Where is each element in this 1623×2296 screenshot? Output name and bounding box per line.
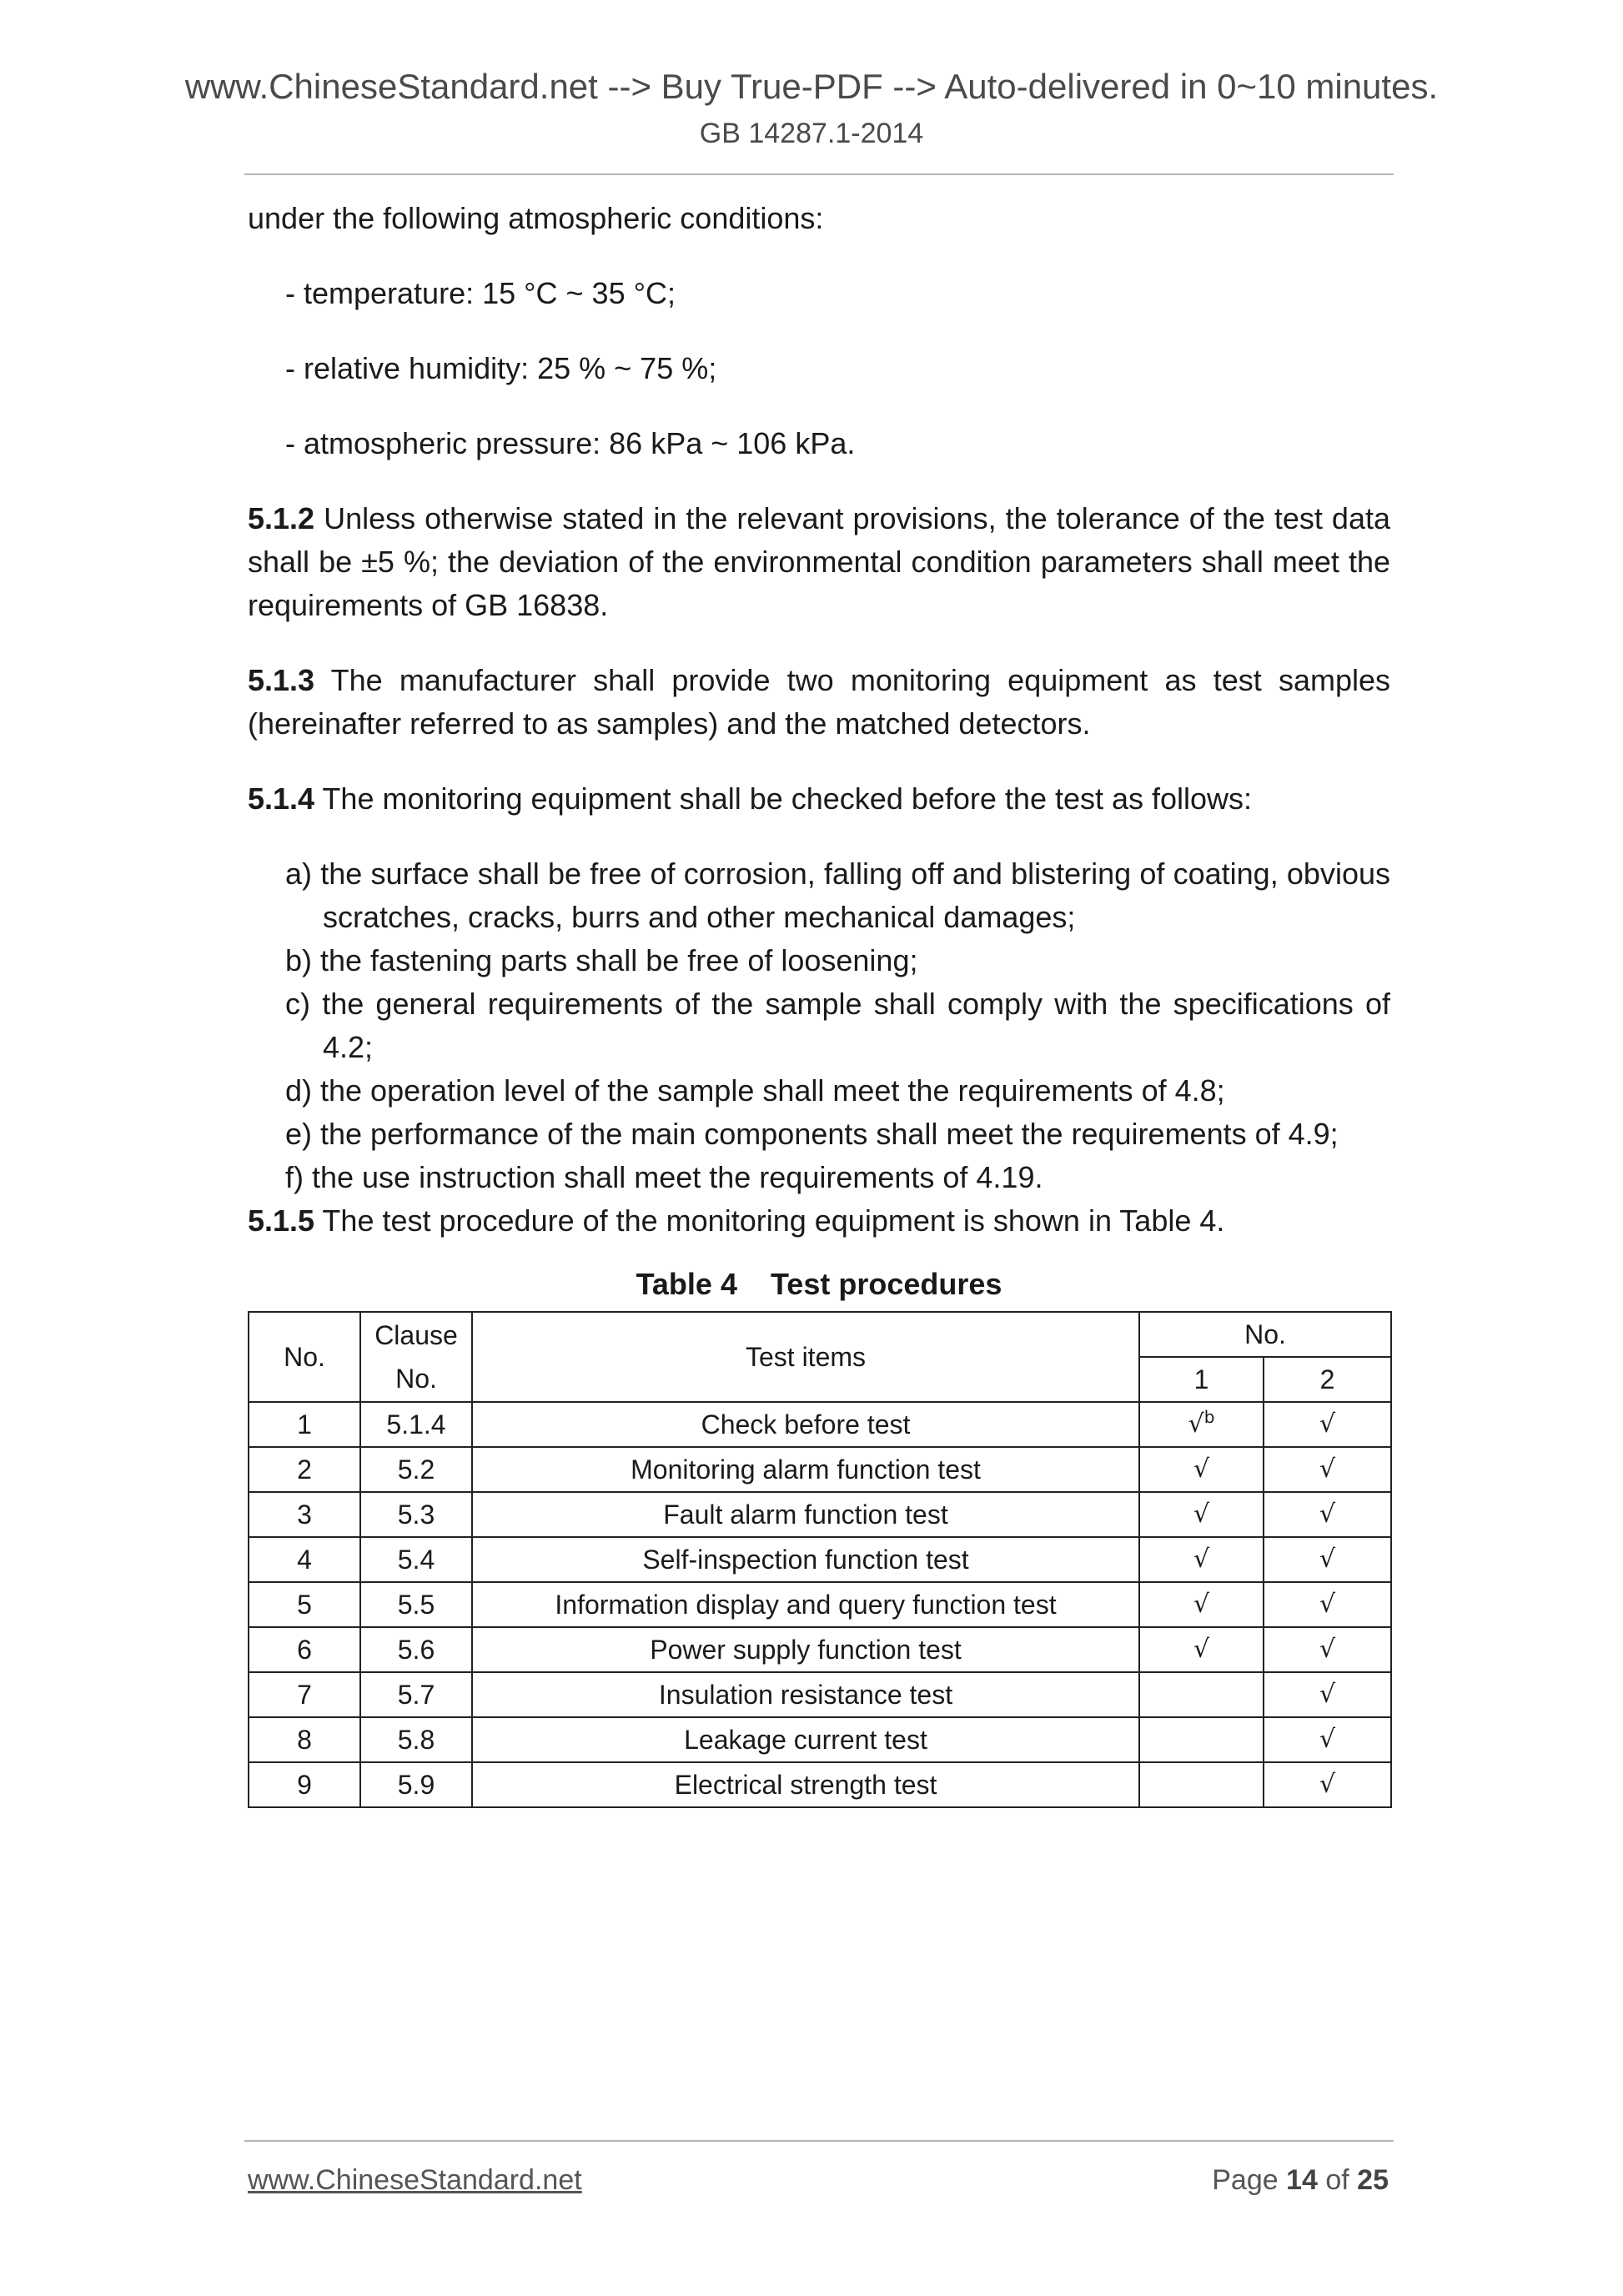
- row-sample-2: √: [1264, 1492, 1391, 1537]
- row-test-item: Power supply function test: [472, 1627, 1139, 1672]
- header-divider: [244, 173, 1394, 175]
- page-body: [248, 197, 1390, 1808]
- header-sample-1: 1: [1139, 1357, 1264, 1402]
- clause-5-1-2: [248, 497, 1390, 627]
- row-test-item: Self-inspection function test: [472, 1537, 1139, 1582]
- intro-text: under the following atmospheric conditions:: [248, 201, 824, 235]
- row-test-item: Insulation resistance test: [472, 1672, 1139, 1717]
- row-test-item: Monitoring alarm function test: [472, 1447, 1139, 1492]
- row-no: 1: [249, 1402, 360, 1447]
- footnote-mark: b: [1203, 1407, 1215, 1427]
- check-item-e: e) the performance of the main components shall meet the requirements of 4.9;: [285, 1117, 1339, 1151]
- table-row: [249, 1672, 1391, 1717]
- check-item-b: b) the fastening parts shall be free of loosening;: [285, 943, 918, 977]
- condition-humidity: - relative humidity: 25 % ~ 75 %;: [285, 351, 717, 385]
- header-no: No.: [249, 1312, 360, 1402]
- row-no: 6: [249, 1627, 360, 1672]
- test-procedures-table: [248, 1311, 1392, 1808]
- table-row: [249, 1717, 1391, 1762]
- row-no: 7: [249, 1672, 360, 1717]
- row-test-item: Electrical strength test: [472, 1762, 1139, 1807]
- clause-number: 5.1.5: [248, 1203, 315, 1238]
- clause-number: 5.1.2: [248, 501, 315, 535]
- row-test-item: Leakage current test: [472, 1717, 1139, 1762]
- row-no: 4: [249, 1537, 360, 1582]
- row-sample-2: √: [1264, 1582, 1391, 1627]
- clause-text: The monitoring equipment shall be checked before the test as follows:: [314, 781, 1253, 816]
- table-row: [249, 1582, 1391, 1627]
- row-no: 5: [249, 1582, 360, 1627]
- row-test-item: Fault alarm function test: [472, 1492, 1139, 1537]
- row-clause: 5.2: [360, 1447, 472, 1492]
- clause-5-1-3: [248, 659, 1390, 746]
- clause-5-1-4: [248, 777, 1390, 821]
- row-sample-2: √: [1264, 1762, 1391, 1807]
- check-item-d: d) the operation level of the sample shall meet the requirements of 4.8;: [285, 1073, 1225, 1108]
- row-no: 2: [249, 1447, 360, 1492]
- row-test-item: Check before test: [472, 1402, 1139, 1447]
- table-row: [249, 1402, 1391, 1447]
- row-sample-2: √: [1264, 1537, 1391, 1582]
- table-caption: Table 4 Test procedures: [636, 1267, 1002, 1301]
- row-sample-2: √: [1264, 1447, 1391, 1492]
- table-row: [249, 1627, 1391, 1672]
- row-clause: 5.4: [360, 1537, 472, 1582]
- clause-number: 5.1.3: [248, 663, 315, 697]
- footer-link[interactable]: www.ChineseStandard.net: [248, 2164, 582, 2196]
- clause-text: Unless otherwise stated in the relevant provisions, the tolerance of the test data shall be ±5 %; the deviation of the environmental condition parameters shall meet the requirements of GB 16838.: [248, 501, 1390, 622]
- table-row: [249, 1537, 1391, 1582]
- table-row: [249, 1492, 1391, 1537]
- row-test-item: Information display and query function test: [472, 1582, 1139, 1627]
- footer-divider: [244, 2140, 1394, 2142]
- clause-text: The test procedure of the monitoring equipment is shown in Table 4.: [314, 1203, 1225, 1238]
- header-sample-group: No.: [1139, 1312, 1391, 1357]
- clause-text: The manufacturer shall provide two monitoring equipment as test samples (hereinafter referred to as samples) and the matched detectors.: [248, 663, 1390, 741]
- row-sample-2: √: [1264, 1627, 1391, 1672]
- check-item-c: c) the general requirements of the sample shall comply with the specifications of 4.2;: [285, 987, 1390, 1064]
- row-sample-1: [1139, 1762, 1264, 1807]
- header-banner: www.ChineseStandard.net --> Buy True-PDF --> Auto-delivered in 0~10 minutes.: [184, 67, 1439, 106]
- row-clause: 5.8: [360, 1717, 472, 1762]
- row-sample-1: √: [1139, 1627, 1264, 1672]
- row-clause: 5.7: [360, 1672, 472, 1717]
- row-sample-1: √$^b$: [1139, 1402, 1264, 1447]
- row-clause: 5.3: [360, 1492, 472, 1537]
- page-indicator: Page 14 of 25: [1212, 2164, 1389, 2196]
- condition-pressure: - atmospheric pressure: 86 kPa ~ 106 kPa.: [285, 426, 856, 460]
- header-clause: Clause No.: [360, 1312, 472, 1402]
- row-no: 9: [249, 1762, 360, 1807]
- row-sample-1: [1139, 1717, 1264, 1762]
- document-id: GB 14287.1-2014: [699, 118, 924, 149]
- row-sample-1: √: [1139, 1492, 1264, 1537]
- check-item-a: a) the surface shall be free of corrosion, falling off and blistering of coating, obvious scratches, cracks, burrs and other mechanical damages;: [285, 857, 1390, 934]
- row-sample-1: √: [1139, 1447, 1264, 1492]
- row-clause: 5.5: [360, 1582, 472, 1627]
- row-clause: 5.9: [360, 1762, 472, 1807]
- row-sample-1: [1139, 1672, 1264, 1717]
- clause-5-1-5: [248, 1199, 1390, 1243]
- table-row: [249, 1447, 1391, 1492]
- row-sample-1: √: [1139, 1537, 1264, 1582]
- row-sample-2: √: [1264, 1402, 1391, 1447]
- row-sample-2: √: [1264, 1717, 1391, 1762]
- row-clause: 5.6: [360, 1627, 472, 1672]
- table-row: [249, 1762, 1391, 1807]
- header-test-items: Test items: [472, 1312, 1139, 1402]
- condition-temperature: - temperature: 15 °C ~ 35 °C;: [285, 276, 676, 310]
- check-item-f: f) the use instruction shall meet the requirements of 4.19.: [285, 1160, 1043, 1194]
- row-sample-1: √: [1139, 1582, 1264, 1627]
- clause-number: 5.1.4: [248, 781, 315, 816]
- row-no: 3: [249, 1492, 360, 1537]
- row-sample-2: √: [1264, 1672, 1391, 1717]
- row-clause: 5.1.4: [360, 1402, 472, 1447]
- header-sample-2: 2: [1264, 1357, 1391, 1402]
- row-no: 8: [249, 1717, 360, 1762]
